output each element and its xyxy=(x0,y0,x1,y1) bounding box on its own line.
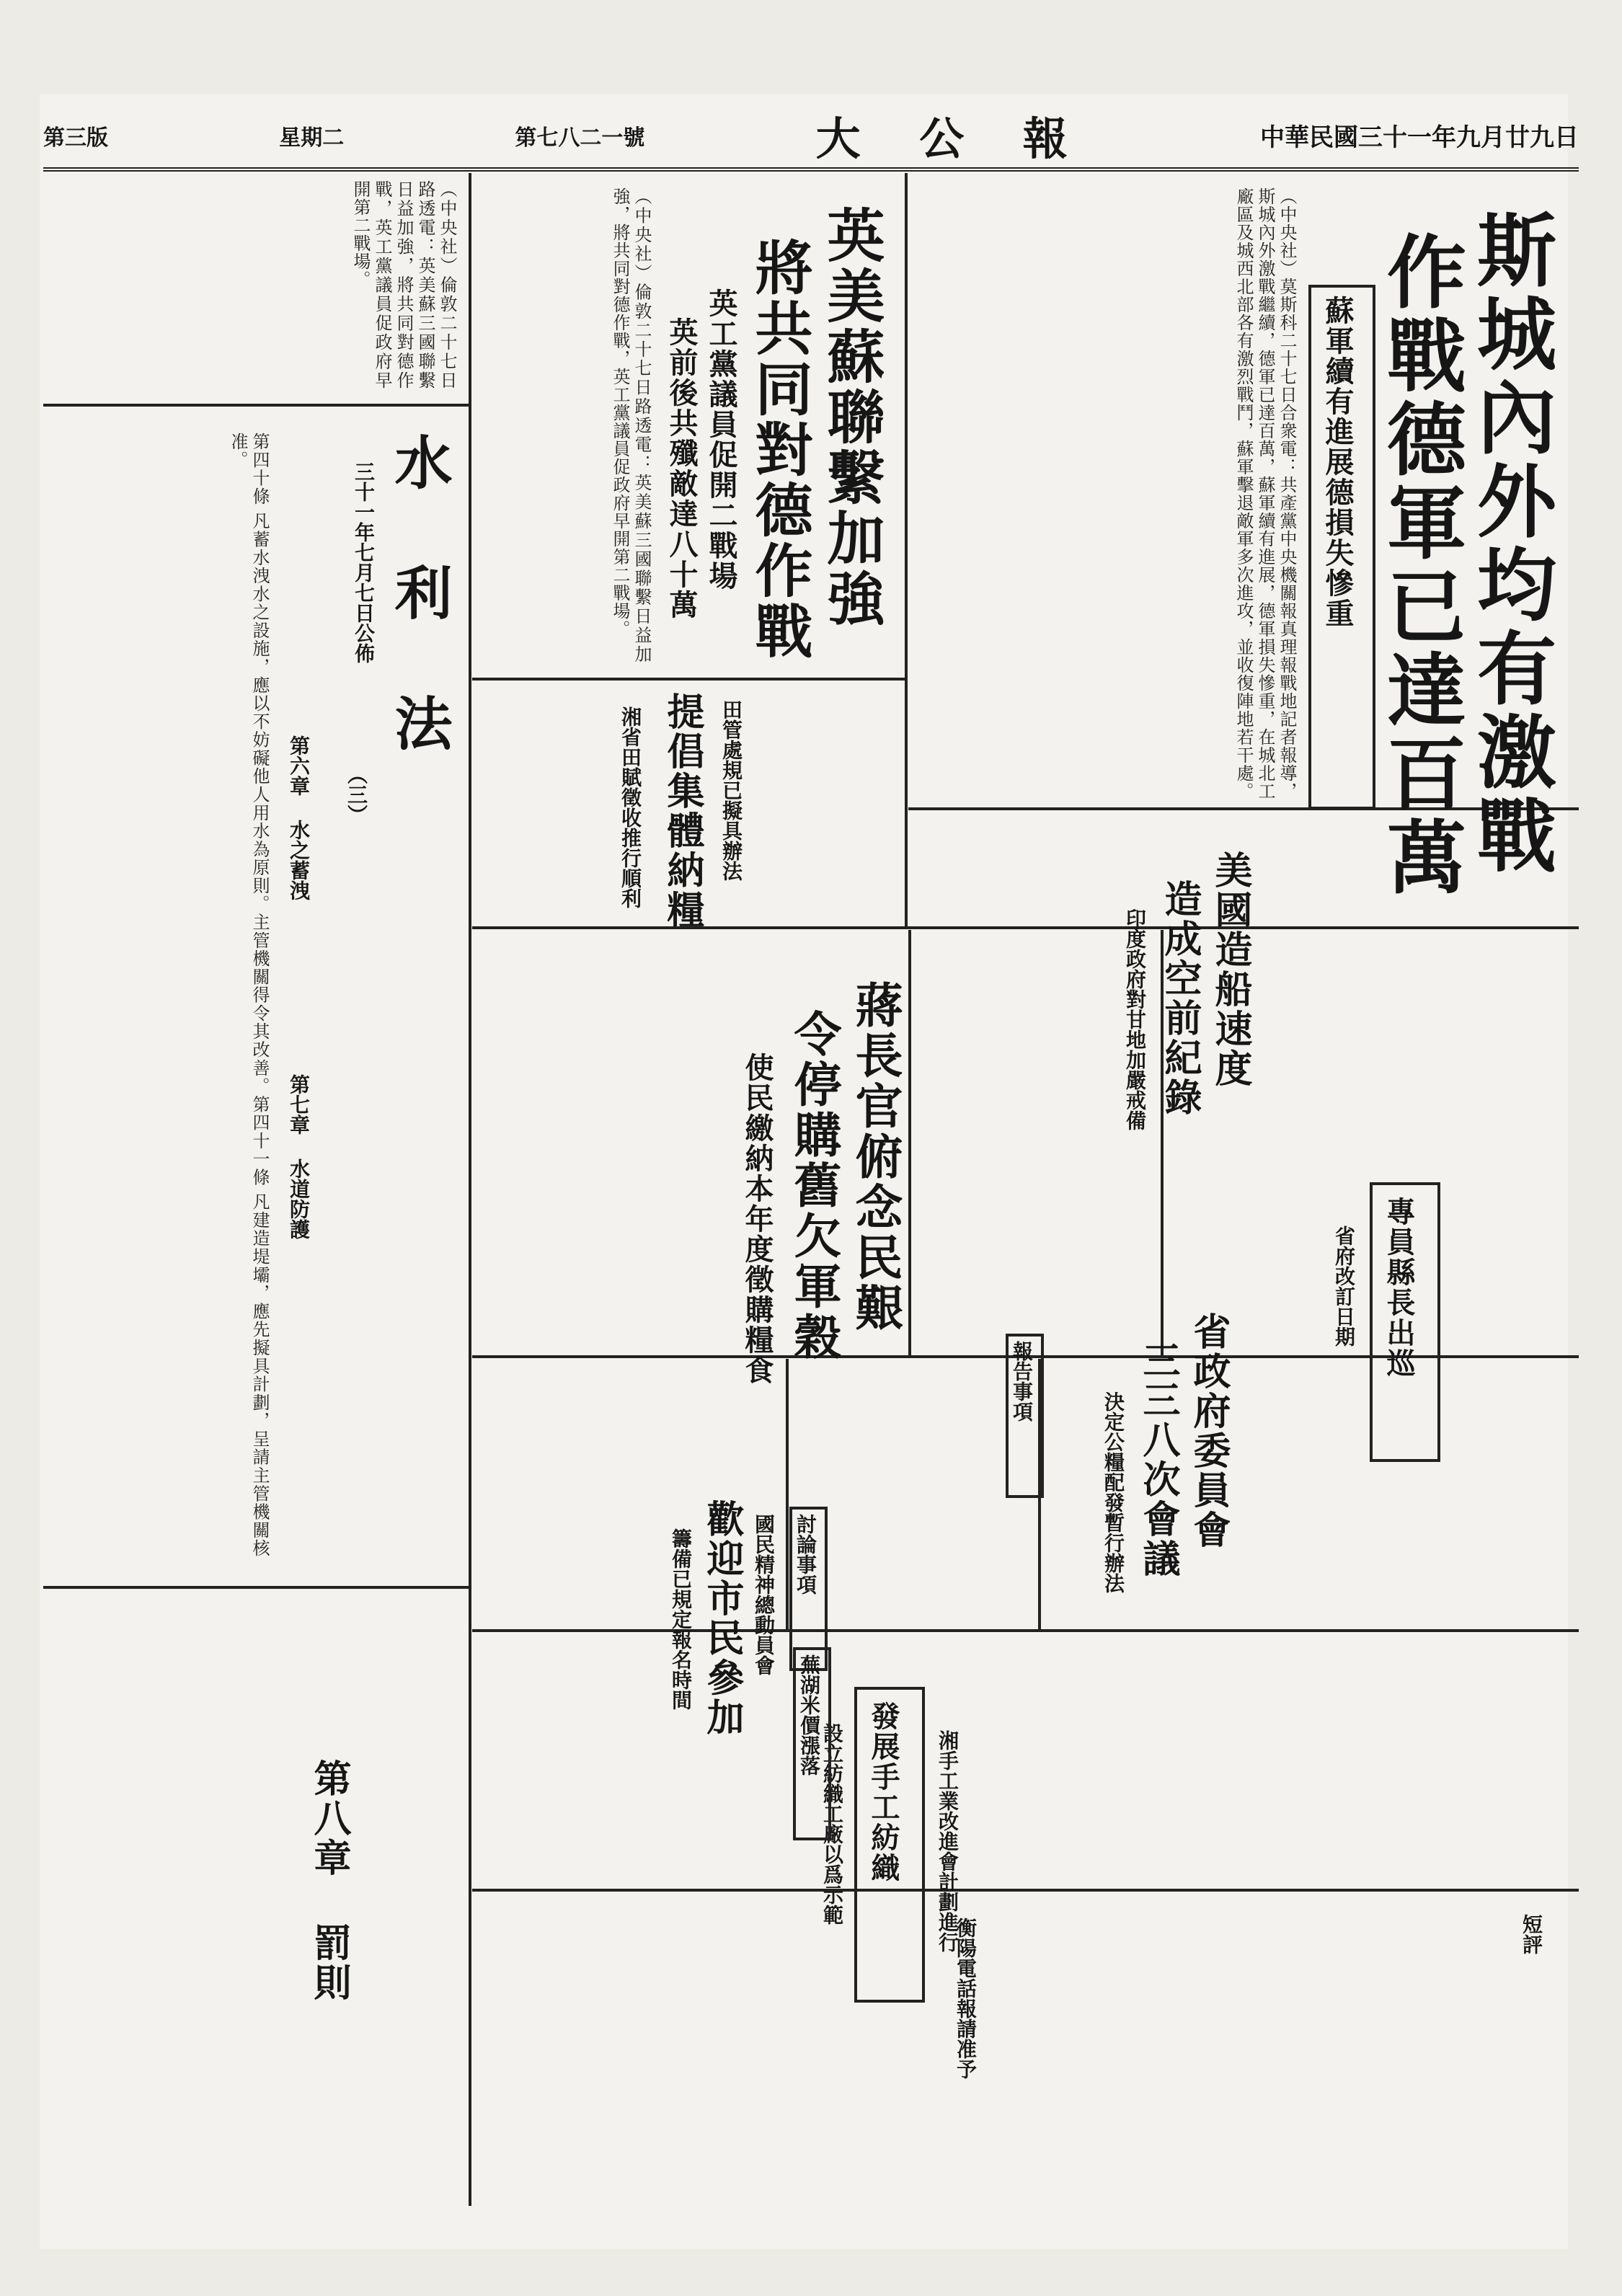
column-divider xyxy=(908,930,911,1355)
subheadline-handicraft-1: 設立紡織工廠以爲示範 xyxy=(820,1723,844,1925)
headline-shipbuilding-line2: 造成空前紀錄 xyxy=(1158,879,1201,1117)
headline-handicraft: 發展手工紡織 xyxy=(867,1701,900,1883)
water-law-date: 三十一年七月七日公佈 xyxy=(352,461,376,663)
subheadline-grain: 使民繳納本年度徵購糧食 xyxy=(740,1052,774,1386)
headline-grain-tax: 提倡集體納糧 xyxy=(660,692,704,930)
publication-date: 中華民國三十一年九月廿九日 xyxy=(1259,123,1579,152)
discussion-label: 討論事項 xyxy=(794,1514,817,1595)
headline-stalingrad-line2: 作戰德軍已達百萬 xyxy=(1374,231,1466,900)
subheadline-allies-2: 英前後共殲敵達八十萬 xyxy=(665,317,698,620)
section-divider xyxy=(472,678,905,681)
masthead-rule xyxy=(43,167,1579,172)
water-law-chapter7: 第七章 水道防護 xyxy=(287,1074,311,1239)
water-law-chapter6: 第六章 水之蓄洩 xyxy=(287,735,311,900)
headline-grain-line2: 令停購舊欠軍穀 xyxy=(786,1009,841,1362)
headline-stalingrad-line1: 斯城內外均有激戰 xyxy=(1464,209,1556,878)
page-number: 第三版 xyxy=(43,125,108,151)
water-law-chapter8: 第八章 罰則 xyxy=(307,1759,350,2003)
headline-provincial-govt-line2: 三三八次會議 xyxy=(1136,1341,1179,1579)
column-divider xyxy=(786,1359,789,1629)
section-divider xyxy=(472,1889,1579,1892)
notice-label: 報告事項 xyxy=(1010,1341,1034,1422)
headline-allies-line1: 英美蘇聯繫加強 xyxy=(817,205,885,629)
column-divider xyxy=(905,173,908,926)
masthead xyxy=(43,108,1579,165)
headline-county-chief: 專員縣長出巡 xyxy=(1382,1197,1415,1378)
subheadline-welcome-2: 籌備已規定報名時間 xyxy=(669,1528,693,1710)
issue-number: 第七八二一號 xyxy=(515,125,645,151)
section-divider xyxy=(43,404,469,407)
subheadline-county-chief: 省府改訂日期 xyxy=(1332,1225,1356,1347)
subheadline-handicraft-2: 湘手工業改進會計劃進行 xyxy=(936,1730,960,1952)
subheadline-allies-1: 英工黨議員促開二戰場 xyxy=(704,288,737,591)
article-body-water-law: 第四十條 凡蓄水洩水之設施，應以不妨礙他人用水為原則。主管機關得令其改善。第四十一條 凡建造堤壩，應先擬具計劃，呈請主管機關核准。 xyxy=(228,433,270,1557)
misc-headline-1: 蕪湖米價漲落 xyxy=(797,1654,821,1776)
paper-name: 大 公 報 xyxy=(815,112,1089,165)
misc-headline-short-comment: 短評 xyxy=(1520,1914,1543,1954)
article-body-stalingrad: （中央社）莫斯科二十七日合衆電：共產黨中央機關報真理報戰地記者報導，斯城內外激戰繼續，德軍已達百萬，蘇軍續有進展，德軍損失慘重，在城北工廠區及城西北部各有激烈戰鬥，蘇軍擊退敵軍多次進攻，並收復陣地若干處。 xyxy=(1233,187,1297,800)
section-divider xyxy=(43,1586,469,1589)
section-divider xyxy=(472,1629,1579,1632)
article-body-allies: （中央社）倫敦二十七日路透電：英美蘇三國聯繫日益加強，將共同對德作戰，英工黨議員促政府早開第二戰場。 xyxy=(610,187,652,663)
headline-welcome: 歡迎市民參加 xyxy=(700,1499,743,1737)
subheadline-grain-tax-2: 湘省田賦徵收推行順利 xyxy=(619,706,642,908)
subheadline-stalingrad: 蘇軍續有進展德損失慘重 xyxy=(1321,296,1354,629)
subheadline-welcome-1: 國民精神總動員會 xyxy=(752,1514,776,1675)
headline-grain-line1: 蔣長官俯念民艱 xyxy=(847,980,903,1334)
subheadline-grain-tax-1: 田管處規已擬具辦法 xyxy=(719,699,743,881)
subheadline-shipbuilding: 印度政府對甘地加嚴戒備 xyxy=(1123,908,1147,1130)
headline-allies-line2: 將共同對德作戰 xyxy=(745,238,812,662)
article-body-top-left: （中央社）倫敦二十七日路透電：英美蘇三國聯繫日益加強，將共同對德作戰，英工黨議員促政府早開第二戰場。 xyxy=(350,180,457,389)
subheadline-provincial-govt: 決定公糧配發暫行辦法 xyxy=(1102,1391,1125,1593)
column-divider xyxy=(469,173,471,2206)
weekday: 星期二 xyxy=(279,125,345,151)
headline-provincial-govt-line1: 省政府委員會 xyxy=(1187,1312,1230,1550)
water-law-part: （三） xyxy=(345,764,368,825)
headline-water-law: 水 利 法 xyxy=(385,433,452,754)
headline-shipbuilding-line1: 美國造船速度 xyxy=(1208,851,1251,1089)
misc-headline-2: 衡陽電話報請准予 xyxy=(954,1918,978,2079)
section-divider xyxy=(472,926,1579,929)
